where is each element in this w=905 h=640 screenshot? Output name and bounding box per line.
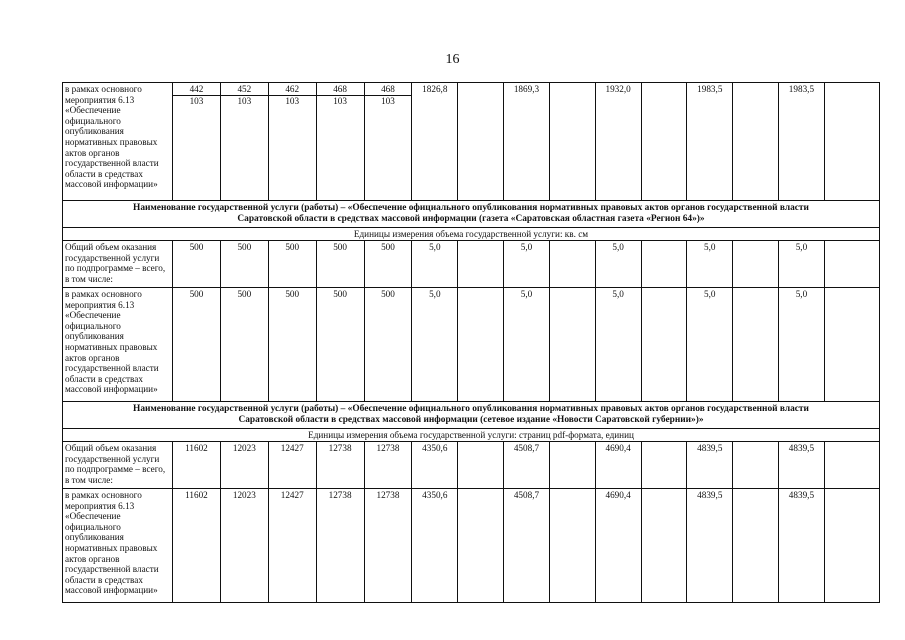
quantity-value: 468	[333, 84, 347, 94]
quantity-value-second: 103	[317, 95, 364, 107]
amount-cell: 4839,5	[687, 489, 733, 603]
amount-cell: 4508,7	[504, 442, 550, 489]
amount-cell: 1826,8	[412, 83, 458, 201]
quantity-value-second: 103	[173, 95, 220, 107]
empty-cell	[458, 83, 504, 201]
empty-cell	[824, 241, 879, 288]
empty-cell	[824, 489, 879, 603]
amount-cell: 1983,5	[779, 83, 825, 201]
empty-cell	[641, 241, 687, 288]
empty-cell	[458, 288, 504, 402]
page-number: 16	[445, 52, 460, 67]
quantity-cell: 500	[173, 288, 221, 402]
quantity-cell: 11602	[173, 442, 221, 489]
heading-line: Саратовской области в средствах массовой информации (газета «Саратовская областная газета «Регион 64»)»	[237, 214, 705, 224]
quantity-cell: 500	[220, 288, 268, 402]
empty-cell	[733, 288, 779, 402]
services-table	[62, 82, 880, 603]
amount-cell: 5,0	[687, 288, 733, 402]
quantity-cell: 12738	[364, 442, 412, 489]
quantity-value: 452	[237, 84, 252, 94]
empty-cell	[733, 241, 779, 288]
units-row	[63, 228, 880, 241]
empty-cell	[458, 241, 504, 288]
amount-cell: 5,0	[779, 241, 825, 288]
amount-cell: 4839,5	[779, 442, 825, 489]
empty-cell	[824, 288, 879, 402]
amount-cell: 4839,5	[779, 489, 825, 603]
empty-cell	[549, 442, 595, 489]
section-heading-row	[63, 201, 880, 228]
amount-cell: 4508,7	[504, 489, 550, 603]
empty-cell	[641, 489, 687, 603]
quantity-cell: 500	[173, 241, 221, 288]
quantity-value: 442	[189, 84, 204, 94]
quantity-cell: 12023	[220, 442, 268, 489]
amount-cell: 5,0	[595, 241, 641, 288]
amount-cell: 4350,6	[412, 442, 458, 489]
amount-cell: 4839,5	[687, 442, 733, 489]
quantity-value-second: 103	[221, 95, 268, 107]
table-row	[63, 489, 880, 603]
empty-cell	[549, 489, 595, 603]
amount-cell: 4690,4	[595, 442, 641, 489]
amount-cell: 4690,4	[595, 489, 641, 603]
quantity-cell: 500	[220, 241, 268, 288]
quantity-cell	[316, 83, 364, 201]
quantity-value: 468	[381, 84, 395, 94]
amount-cell: 5,0	[504, 241, 550, 288]
row-label: в рамках основного мероприятия 6.13 «Обеспечение официального опубликования нормативных правовых актов органов государственной власти области в средствах массовой информации»	[63, 83, 173, 201]
units-label: Единицы измерения объема государственной услуги: страниц pdf-формата, единиц	[63, 429, 880, 442]
quantity-cell: 500	[268, 241, 316, 288]
quantity-cell	[268, 83, 316, 201]
empty-cell	[824, 442, 879, 489]
quantity-cell: 12738	[364, 489, 412, 603]
amount-cell: 1932,0	[595, 83, 641, 201]
empty-cell	[641, 83, 687, 201]
heading-line: Саратовской области в средствах массовой информации (сетевое издание «Новости Саратовской губернии»)»	[238, 415, 704, 425]
section-heading	[63, 402, 880, 429]
quantity-cell	[220, 83, 268, 201]
units-label: Единицы измерения объема государственной услуги: кв. см	[63, 228, 880, 241]
empty-cell	[549, 288, 595, 402]
row-label: в рамках основного мероприятия 6.13 «Обеспечение официального опубликования нормативных правовых актов органов государственной власти области в средствах массовой информации»	[63, 489, 173, 603]
units-row	[63, 429, 880, 442]
table-row	[63, 83, 880, 201]
quantity-cell: 12738	[316, 489, 364, 603]
empty-cell	[733, 83, 779, 201]
empty-cell	[458, 442, 504, 489]
quantity-cell: 12427	[268, 489, 316, 603]
section-heading-row	[63, 402, 880, 429]
amount-cell: 1869,3	[504, 83, 550, 201]
empty-cell	[549, 241, 595, 288]
section-heading	[63, 201, 880, 228]
amount-cell: 5,0	[687, 241, 733, 288]
empty-cell	[641, 288, 687, 402]
heading-line: Наименование государственной услуги (работы) – «Обеспечение официального опубликования нормативных правовых актов органов государственной власти	[133, 203, 809, 213]
amount-cell: 5,0	[595, 288, 641, 402]
row-label: в рамках основного мероприятия 6.13 «Обеспечение официального опубликования нормативных правовых актов органов государственной власти области в средствах массовой информации»	[63, 288, 173, 402]
quantity-cell	[173, 83, 221, 201]
quantity-cell: 12738	[316, 442, 364, 489]
empty-cell	[733, 489, 779, 603]
amount-cell: 5,0	[779, 288, 825, 402]
amount-cell: 4350,6	[412, 489, 458, 603]
quantity-value-second: 103	[269, 95, 316, 107]
quantity-cell	[364, 83, 412, 201]
amount-cell: 1983,5	[687, 83, 733, 201]
quantity-value: 462	[285, 84, 300, 94]
amount-cell: 5,0	[504, 288, 550, 402]
table-row	[63, 288, 880, 402]
quantity-cell: 12427	[268, 442, 316, 489]
empty-cell	[641, 442, 687, 489]
quantity-cell: 500	[364, 288, 412, 402]
quantity-cell: 11602	[173, 489, 221, 603]
quantity-cell: 500	[316, 288, 364, 402]
table-row	[63, 241, 880, 288]
amount-cell: 5,0	[412, 288, 458, 402]
heading-line: Наименование государственной услуги (работы) – «Обеспечение официального опубликования нормативных правовых актов органов государственной власти	[133, 404, 809, 414]
amount-cell: 5,0	[412, 241, 458, 288]
quantity-cell: 12023	[220, 489, 268, 603]
row-label: Общий объем оказания государственной услуги по подпрограмме – всего, в том числе:	[63, 241, 173, 288]
quantity-cell: 500	[364, 241, 412, 288]
row-label: Общий объем оказания государственной услуги по подпрограмме – всего, в том числе:	[63, 442, 173, 489]
empty-cell	[824, 83, 879, 201]
table-row	[63, 442, 880, 489]
empty-cell	[549, 83, 595, 201]
quantity-cell: 500	[268, 288, 316, 402]
quantity-cell: 500	[316, 241, 364, 288]
empty-cell	[458, 489, 504, 603]
empty-cell	[733, 442, 779, 489]
quantity-value-second: 103	[365, 95, 412, 107]
